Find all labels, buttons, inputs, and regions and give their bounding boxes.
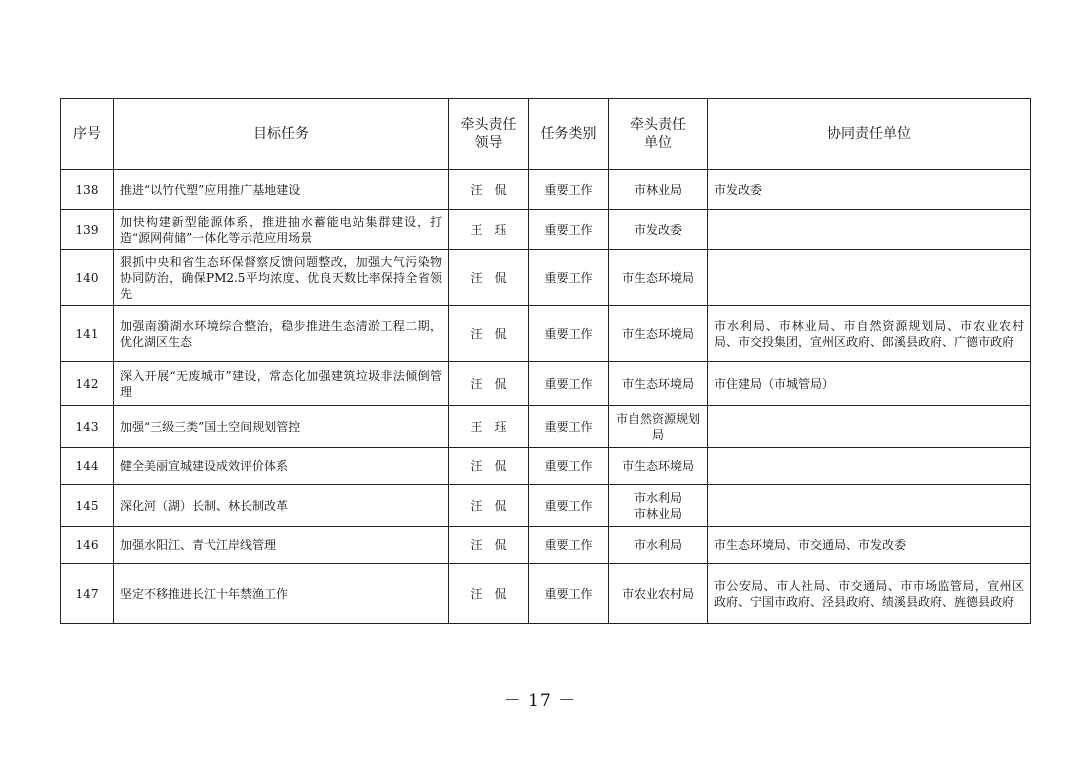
row-category: 重要工作	[529, 362, 609, 406]
row-task: 加强水阳江、青弋江岸线管理	[114, 527, 449, 564]
row-lead-unit: 市水利局 市林业局	[609, 485, 708, 527]
row-coop-units: 市生态环境局、市交通局、市发改委	[708, 527, 1031, 564]
header-task: 目标任务	[114, 99, 449, 170]
table-header-row	[61, 99, 1031, 170]
row-seq: 145	[61, 485, 114, 527]
table-row	[61, 527, 1031, 564]
table-row	[61, 485, 1031, 527]
row-lead-leader: 汪 侃	[449, 250, 529, 306]
row-seq: 138	[61, 170, 114, 210]
row-lead-leader: 汪 侃	[449, 564, 529, 624]
row-lead-leader: 汪 侃	[449, 306, 529, 362]
table-row	[61, 170, 1031, 210]
row-coop-units	[708, 485, 1031, 527]
row-lead-unit: 市生态环境局	[609, 362, 708, 406]
row-category: 重要工作	[529, 406, 609, 448]
row-seq: 143	[61, 406, 114, 448]
task-table	[60, 98, 1031, 624]
row-task: 坚定不移推进长江十年禁渔工作	[114, 564, 449, 624]
row-lead-leader: 汪 侃	[449, 362, 529, 406]
row-lead-unit: 市生态环境局	[609, 306, 708, 362]
row-task: 深入开展“无废城市”建设，常态化加强建筑垃圾非法倾倒管理	[114, 362, 449, 406]
row-category: 重要工作	[529, 170, 609, 210]
row-lead-leader: 汪 侃	[449, 527, 529, 564]
row-category: 重要工作	[529, 527, 609, 564]
header-lead-leader: 牵头责任领导	[449, 99, 529, 170]
row-coop-units: 市住建局（市城管局）	[708, 362, 1031, 406]
table-body	[61, 170, 1031, 624]
row-coop-units: 市发改委	[708, 170, 1031, 210]
row-category: 重要工作	[529, 210, 609, 250]
row-lead-unit: 市发改委	[609, 210, 708, 250]
row-lead-leader: 王 珏	[449, 210, 529, 250]
row-seq: 142	[61, 362, 114, 406]
row-seq: 139	[61, 210, 114, 250]
row-seq: 146	[61, 527, 114, 564]
row-category: 重要工作	[529, 306, 609, 362]
row-task: 加快构建新型能源体系，推进抽水蓄能电站集群建设，打造“源网荷储”一体化等示范应用场景	[114, 210, 449, 250]
table-row	[61, 406, 1031, 448]
row-coop-units: 市公安局、市人社局、市交通局、市市场监管局，宣州区政府、宁国市政府、泾县政府、绩溪县政府、旌德县政府	[708, 564, 1031, 624]
row-lead-unit: 市生态环境局	[609, 250, 708, 306]
page-number: － 17 －	[503, 691, 577, 711]
header-lead-unit: 牵头责任单位	[609, 99, 708, 170]
row-task: 加强南漪湖水环境综合整治，稳步推进生态清淤工程二期，优化湖区生态	[114, 306, 449, 362]
row-category: 重要工作	[529, 485, 609, 527]
row-coop-units	[708, 406, 1031, 448]
row-task: 加强“三级三类”国土空间规划管控	[114, 406, 449, 448]
row-lead-leader: 汪 侃	[449, 170, 529, 210]
header-seq: 序号	[61, 99, 114, 170]
table-row	[61, 306, 1031, 362]
row-lead-unit: 市自然资源规划局	[609, 406, 708, 448]
row-lead-leader: 汪 侃	[449, 485, 529, 527]
row-task: 深化河（湖）长制、林长制改革	[114, 485, 449, 527]
row-coop-units	[708, 250, 1031, 306]
table-row	[61, 250, 1031, 306]
row-seq: 147	[61, 564, 114, 624]
row-seq: 141	[61, 306, 114, 362]
table-row	[61, 448, 1031, 485]
row-seq: 140	[61, 250, 114, 306]
table-row	[61, 210, 1031, 250]
row-lead-leader: 王 珏	[449, 406, 529, 448]
row-task: 健全美丽宣城建设成效评价体系	[114, 448, 449, 485]
row-coop-units	[708, 210, 1031, 250]
row-category: 重要工作	[529, 564, 609, 624]
row-lead-unit: 市生态环境局	[609, 448, 708, 485]
row-category: 重要工作	[529, 448, 609, 485]
header-coop-units: 协同责任单位	[708, 99, 1031, 170]
row-lead-leader: 汪 侃	[449, 448, 529, 485]
row-seq: 144	[61, 448, 114, 485]
row-task: 推进“以竹代塑”应用推广基地建设	[114, 170, 449, 210]
row-lead-unit: 市林业局	[609, 170, 708, 210]
row-coop-units	[708, 448, 1031, 485]
header-category: 任务类别	[529, 99, 609, 170]
row-lead-unit: 市农业农村局	[609, 564, 708, 624]
row-category: 重要工作	[529, 250, 609, 306]
row-lead-unit: 市水利局	[609, 527, 708, 564]
table-row	[61, 564, 1031, 624]
row-coop-units: 市水利局、市林业局、市自然资源规划局、市农业农村局、市交投集团，宣州区政府、郎溪县政府、广德市政府	[708, 306, 1031, 362]
table-row	[61, 362, 1031, 406]
row-task: 狠抓中央和省生态环保督察反馈问题整改，加强大气污染物协同防治，确保PM2.5平均浓度、优良天数比率保持全省领先	[114, 250, 449, 306]
